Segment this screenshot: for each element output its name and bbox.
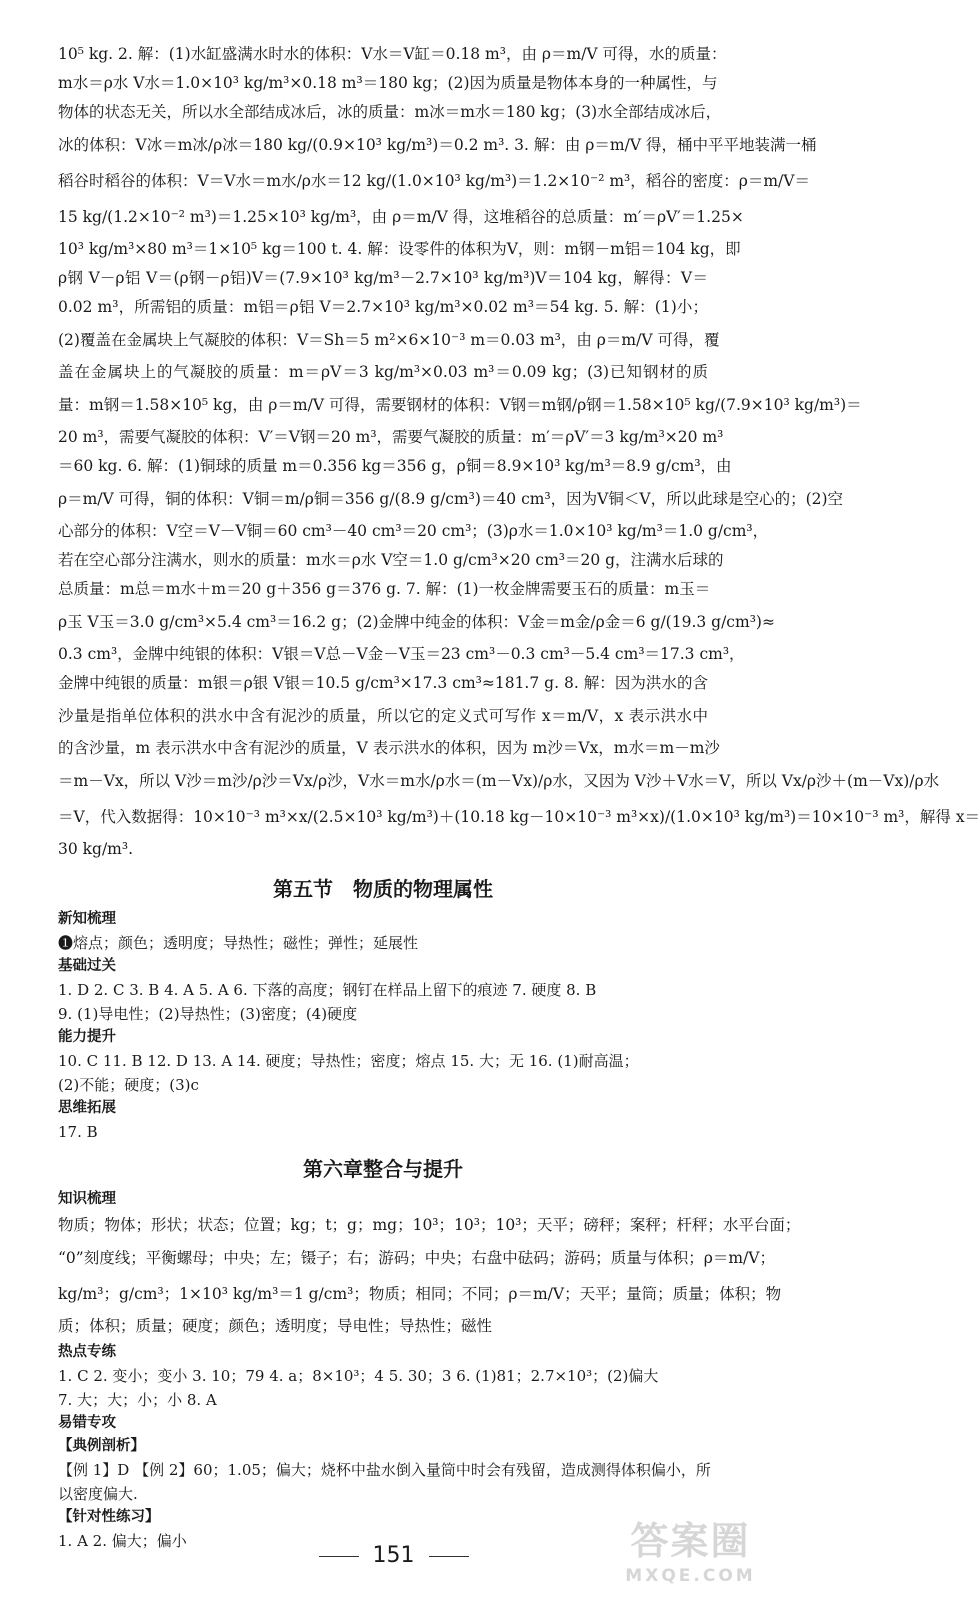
solution-line: 20 m³，需要气凝胶的体积：V′＝V钢＝20 m³，需要气凝胶的质量：m′＝ρV′＝3 kg/m³×20 m³ — [58, 428, 724, 446]
solution-line: 10⁵ kg. 2. 解：(1)水缸盛满水时水的体积：V水＝V缸＝0.18 m³，由 ρ＝m/V 可得，水的质量： — [58, 45, 727, 63]
subheading: 易错专攻 — [58, 1415, 116, 1431]
knowledge-line: kg/m³；g/cm³；1×10³ kg/m³＝1 g/cm³；物质；相同；不同；ρ＝m/V；天平；量筒；质量；体积；物 — [58, 1285, 782, 1303]
answer-line: 1. C 2. 变小；变小 3. 10；79 4. a；8×10³；4 5. 30；3 6. (1)81；2.7×10³；(2)偏大 — [58, 1367, 659, 1385]
solution-line: ＝V，代入数据得：10×10⁻³ m³×x/(2.5×10³ kg/m³)＋(10.18 kg－10×10⁻³ m³×x)/(1.0×10³ kg/m³)＝10×10⁻³ m³，解得 x＝ — [58, 808, 980, 826]
answer-line: 【例 1】D 【例 2】60；1.05；偏大；烧杯中盐水倒入量筒中时会有残留，造成测得体积偏小，所 — [58, 1461, 711, 1479]
solution-line: 量：m钢＝1.58×10⁵ kg，由 ρ＝m/V 可得，需要钢材的体积：V钢＝m钢/ρ钢＝1.58×10⁵ kg/(7.9×10³ kg/m³)＝ — [58, 396, 862, 414]
subheading: 知识梳理 — [58, 1191, 116, 1207]
solution-line: (2)覆盖在金属块上气凝胶的体积：V＝Sh＝5 m²×6×10⁻³ m＝0.03 m³，由 ρ＝m/V 可得，覆 — [58, 331, 720, 349]
solution-line: 10³ kg/m³×80 m³＝1×10⁵ kg＝100 t. 4. 解：设零件的体积为V，则：m钢－m铝＝104 kg，即 — [58, 240, 741, 258]
solution-line: 冰的体积：V冰＝m冰/ρ冰＝180 kg/(0.9×10³ kg/m³)＝0.2 m³. 3. 解：由 ρ＝m/V 得，桶中平平地装满一桶 — [58, 136, 817, 154]
watermark-text: 答案圈 — [630, 1519, 751, 1563]
solution-line: ρ钢 V－ρ铝 V＝(ρ钢－ρ铝)V＝(7.9×10³ kg/m³－2.7×10³ kg/m³)V＝104 kg，解得：V＝ — [58, 269, 708, 287]
subheading: 【典例剖析】 — [58, 1438, 145, 1454]
answer-line: (2)不能；硬度；(3)c — [58, 1076, 199, 1094]
subheading: 能力提升 — [58, 1029, 116, 1045]
answer-line: 10. C 11. B 12. D 13. A 14. 硬度；导热性；密度；熔点 15. 大；无 16. (1)耐高温； — [58, 1052, 639, 1070]
solution-line: 盖在金属块上的气凝胶的质量：m＝ρV＝3 kg/m³×0.03 m³＝0.09 kg；(3)已知钢材的质 — [58, 363, 708, 381]
solution-line: 物体的状态无关，所以水全部结成冰后，冰的质量：m冰＝m水＝180 kg；(3)水全部结成冰后， — [58, 103, 722, 121]
solution-line: 金牌中纯银的质量：m银＝ρ银 V银＝10.5 g/cm³×17.3 cm³≈181.7 g. 8. 解：因为洪水的含 — [58, 674, 708, 692]
answer-line: 9. (1)导电性；(2)导热性；(3)密度；(4)硬度 — [58, 1005, 358, 1023]
solution-line: 若在空心部分注满水，则水的质量：m水＝ρ水 V空＝1.0 g/cm³×20 cm³＝20 g，注满水后球的 — [58, 551, 724, 569]
solution-line: ＝60 kg. 6. 解：(1)铜球的质量 m＝0.356 kg＝356 g，ρ铜＝8.9×10³ kg/m³＝8.9 g/cm³，由 — [58, 457, 732, 475]
solution-line: 0.3 cm³，金牌中纯银的体积：V银＝V总－V金－V玉＝23 cm³－0.3 cm³－5.4 cm³＝17.3 cm³， — [58, 645, 745, 663]
answer-line: 1. A 2. 偏大；偏小 — [58, 1532, 187, 1550]
subheading: 【针对性练习】 — [58, 1509, 160, 1525]
watermark-logo — [608, 1517, 773, 1592]
answer-line: 以密度偏大. — [58, 1485, 138, 1503]
solution-block — [58, 40, 980, 864]
chapter-title: 第六章整合与提升 — [303, 1157, 463, 1181]
solution-line: 0.02 m³，所需铝的质量：m铝＝ρ铝 V＝2.7×10³ kg/m³×0.02 m³＝54 kg. 5. 解：(1)小； — [58, 298, 708, 316]
solution-line: m水＝ρ水 V水＝1.0×10³ kg/m³×0.18 m³＝180 kg；(2)因为质量是物体本身的一种属性，与 — [58, 74, 718, 92]
solution-line: 总质量：m总＝m水＋m＝20 g＋356 g＝376 g. 7. 解：(1)一枚金牌需要玉石的质量：m玉＝ — [58, 580, 711, 598]
page-number-text: 151 — [372, 1543, 415, 1568]
answer-line: 7. 大；大；小；小 8. A — [58, 1391, 217, 1409]
dash-left — [319, 1556, 359, 1557]
section-title: 第五节 物质的物理属性 — [273, 877, 493, 901]
answer-line: 17. B — [58, 1123, 98, 1141]
answer-line: ❶熔点；颜色；透明度；导热性；磁性；弹性；延展性 — [58, 934, 419, 952]
solution-line: 的含沙量，m 表示洪水中含有泥沙的质量，V 表示洪水的体积，因为 m沙＝Vx，m水＝m－m沙 — [58, 739, 720, 757]
subheading: 基础过关 — [58, 958, 116, 974]
subheading: 新知梳理 — [58, 911, 116, 927]
solution-line: 心部分的体积：V空＝V－V铜＝60 cm³－40 cm³＝20 cm³；(3)ρ水＝1.0×10³ kg/m³＝1.0 g/cm³， — [58, 522, 769, 540]
knowledge-line: 质；体积；质量；硬度；颜色；透明度；导电性；导热性；磁性 — [58, 1317, 493, 1335]
solution-line: ρ玉 V玉＝3.0 g/cm³×5.4 cm³＝16.2 g；(2)金牌中纯金的体积：V金＝m金/ρ金＝6 g/(19.3 g/cm³)≈ — [58, 613, 775, 631]
solution-line: 15 kg/(1.2×10⁻² m³)＝1.25×10³ kg/m³，由 ρ＝m/V 得，这堆稻谷的总质量：m′＝ρV′＝1.25× — [58, 208, 744, 226]
solution-line: 稻谷时稻谷的体积：V＝V水＝m水/ρ水＝12 kg/(1.0×10³ kg/m³)＝1.2×10⁻² m³，稻谷的密度：ρ＝m/V＝ — [58, 172, 810, 190]
answer-line: 1. D 2. C 3. B 4. A 5. A 6. 下落的高度；钢钉在样品上留下的痕迹 7. 硬度 8. B — [58, 981, 597, 999]
solution-line: ＝m－Vx，所以 V沙＝m沙/ρ沙＝Vx/ρ沙，V水＝m水/ρ水＝(m－Vx)/ρ水，又因为 V沙＋V水＝V，所以 Vx/ρ沙＋(m－Vx)/ρ水 — [58, 772, 940, 790]
knowledge-line: “0”刻度线；平衡螺母；中央；左；镊子；右；游码；中央；右盘中砝码；游码；质量与体积；ρ＝m/V； — [58, 1249, 775, 1267]
solution-line: 沙量是指单位体积的洪水中含有泥沙的质量，所以它的定义式可写作 x＝m/V，x 表示洪水中 — [58, 707, 708, 725]
subheading: 思维拓展 — [58, 1100, 116, 1116]
solution-line: ρ＝m/V 可得，铜的体积：V铜＝m/ρ铜＝356 g/(8.9 g/cm³)＝40 cm³，因为V铜＜V，所以此球是空心的；(2)空 — [58, 490, 844, 508]
dash-right — [429, 1556, 469, 1557]
watermark-url: MXQE.COM — [625, 1566, 756, 1586]
knowledge-line: 物质；物体；形状；状态；位置；kg；t；g；mg；10³；10³；10³；天平；磅秤；案秤；杆秤；水平台面； — [58, 1216, 801, 1234]
subheading: 热点专练 — [58, 1344, 116, 1360]
solution-line: 30 kg/m³. — [58, 840, 134, 858]
